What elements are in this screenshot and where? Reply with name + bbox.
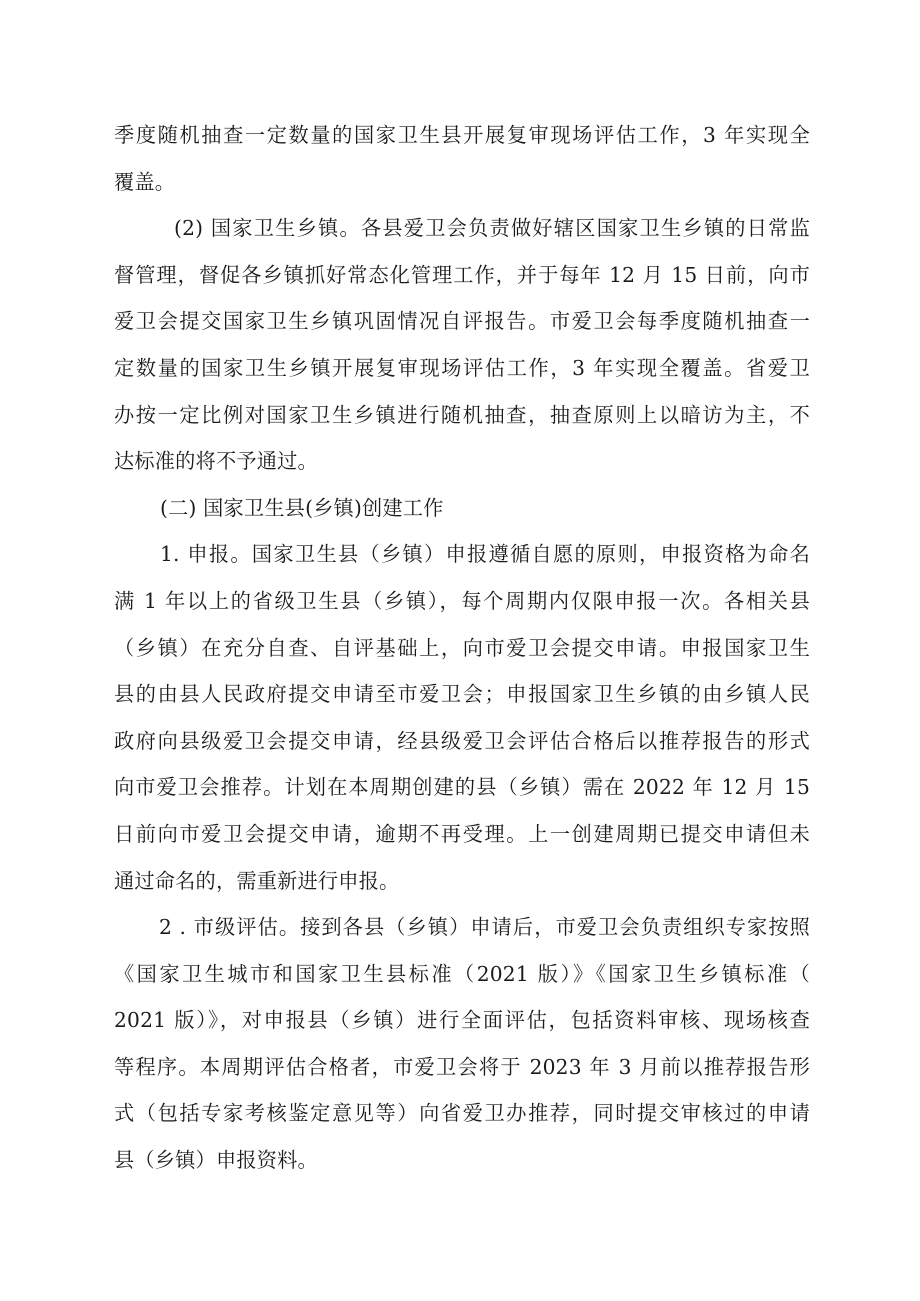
text-line: 爱卫会提交国家卫生乡镇巩固情况自评报告。市爱卫会每季度随机抽查一 — [114, 309, 810, 334]
text-line: 等程序。本周期评估合格者，市爱卫会将于 2023 年 3 月前以推荐报告形 — [114, 1054, 810, 1079]
text-line: 日前向市爱卫会提交申请，逾期不再受理。上一创建周期已提交申请但未 — [114, 821, 810, 846]
heading-line: (二) 国家卫生县(乡镇)创建工作 — [160, 495, 444, 520]
text-line: 县的由县人民政府提交申请至市爱卫会；申报国家卫生乡镇的由乡镇人民 — [114, 682, 810, 707]
text-line: 式（包括专家考核鉴定意见等）向省爱卫办推荐，同时提交审核过的申请 — [114, 1101, 810, 1126]
text-line: 《国家卫生城市和国家卫生县标准（2021 版）》《国家卫生乡镇标准（ — [114, 961, 810, 986]
text-line: 满 1 年以上的省级卫生县（乡镇），每个周期内仅限申报一次。各相关县 — [114, 588, 810, 613]
text-line: (2) 国家卫生乡镇。各县爱卫会负责做好辖区国家卫生乡镇的日常监 — [174, 216, 810, 241]
text-line: 覆盖。 — [114, 169, 176, 194]
text-line: 季度随机抽查一定数量的国家卫生县开展复审现场评估工作，3 年实现全 — [114, 123, 810, 147]
paragraph-city-assessment — [114, 904, 810, 1184]
text-line: （乡镇）在充分自查、自评基础上，向市爱卫会提交申请。申报国家卫生 — [114, 635, 810, 660]
paragraph-application — [114, 531, 810, 904]
paragraph-continuation — [114, 112, 810, 205]
text-line: 1. 申报。国家卫生县（乡镇）申报遵循自愿的原则，申报资格为命名 — [160, 542, 810, 567]
text-line: 通过命名的，需重新进行申报。 — [114, 868, 400, 893]
text-line: 政府向县级爱卫会提交申请，经县级爱卫会评估合格后以推荐报告的形式 — [114, 728, 810, 753]
text-line: 定数量的国家卫生乡镇开展复审现场评估工作，3 年实现全覆盖。省爱卫 — [114, 355, 810, 380]
section-heading — [114, 485, 810, 532]
text-line: 督管理，督促各乡镇抓好常态化管理工作，并于每年 12 月 15 日前，向市 — [114, 262, 810, 287]
text-line: 县（乡镇）申报资料。 — [114, 1148, 318, 1173]
text-line: 达标准的将不予通过。 — [114, 449, 318, 474]
text-line: 2 . 市级评估。接到各县（乡镇）申请后，市爱卫会负责组织专家按照 — [159, 915, 810, 940]
text-line: 办按一定比例对国家卫生乡镇进行随机抽查，抽查原则上以暗访为主，不 — [114, 402, 810, 427]
text-line: 向市爱卫会推荐。计划在本周期创建的县（乡镇）需在 2022 年 12 月 15 — [114, 775, 810, 800]
document-page — [114, 112, 810, 1184]
paragraph-township-review — [114, 205, 810, 485]
text-line: 2021 版）》，对申报县（乡镇）进行全面评估，包括资料审核、现场核查 — [114, 1008, 810, 1033]
